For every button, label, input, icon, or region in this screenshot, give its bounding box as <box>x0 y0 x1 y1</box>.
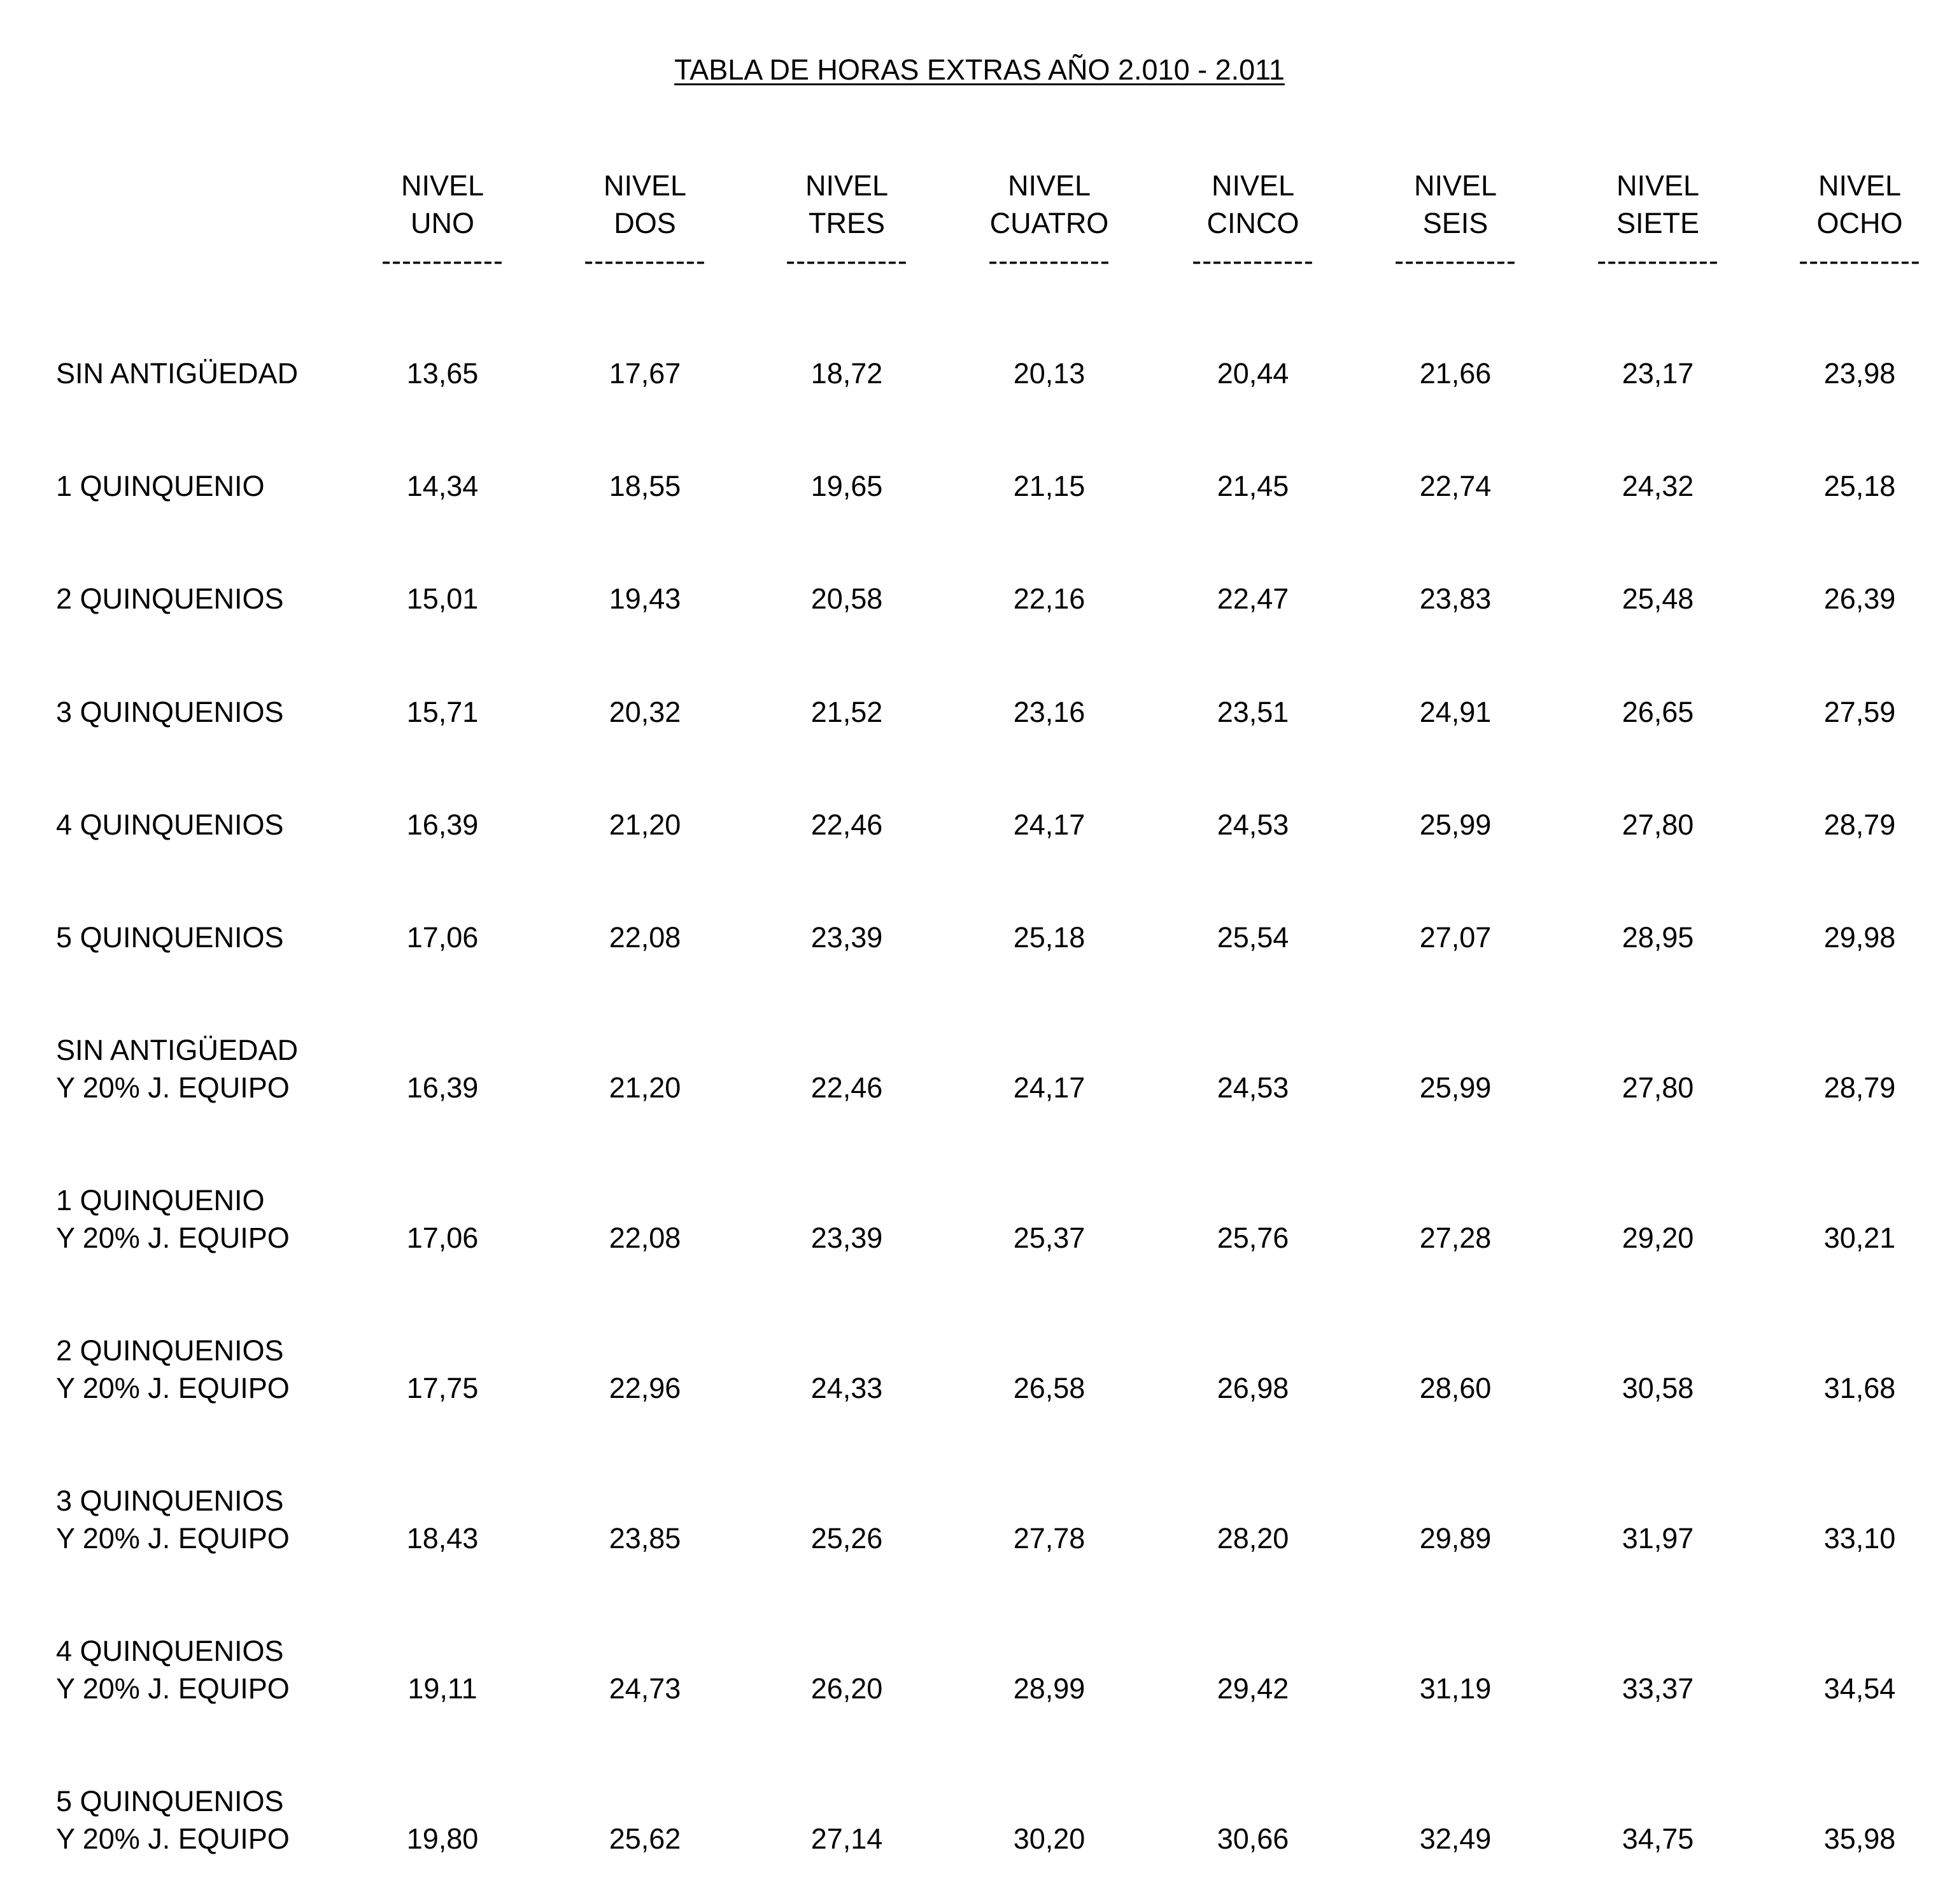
table-cell: 21,52 <box>810 696 883 728</box>
column-header-line1: NIVEL <box>1211 169 1295 202</box>
table-cell: 30,66 <box>1217 1823 1289 1855</box>
table-cell: 21,66 <box>1419 357 1492 390</box>
table-cell: 22,08 <box>609 1222 681 1254</box>
column-header-line1: NIVEL <box>1007 169 1091 202</box>
table-row <box>0 1318 1959 1407</box>
table-cell: 28,79 <box>1823 1071 1896 1104</box>
table-row <box>0 867 1959 956</box>
table-cell: 15,71 <box>406 696 479 728</box>
row-label <box>56 467 265 505</box>
row-label-line: SIN ANTIGÜEDAD <box>56 1034 299 1066</box>
column-header-line1: NIVEL <box>1616 169 1700 202</box>
column-header-line1: NIVEL <box>603 169 687 202</box>
row-label-line: SIN ANTIGÜEDAD <box>56 357 299 390</box>
table-cell: 25,26 <box>810 1522 883 1555</box>
table-row <box>0 1468 1959 1557</box>
row-label <box>56 806 284 843</box>
table-cell: 22,08 <box>609 921 681 954</box>
row-label <box>56 693 284 731</box>
table-cell: 23,85 <box>609 1522 681 1555</box>
table-cell: 26,65 <box>1622 696 1694 728</box>
column-header-line1: NIVEL <box>805 169 889 202</box>
row-label-line: 5 QUINQUENIOS <box>56 1785 284 1817</box>
table-cell: 16,39 <box>406 808 479 841</box>
column-header-rule: ------------ <box>786 244 908 277</box>
table-cell: 19,43 <box>609 582 681 615</box>
table-cell: 27,80 <box>1622 808 1694 841</box>
table-cell: 31,97 <box>1622 1522 1694 1555</box>
table-cell: 23,83 <box>1419 582 1492 615</box>
table-cell: 35,98 <box>1823 1823 1896 1855</box>
row-label-line: Y 20% J. EQUIPO <box>56 1672 290 1705</box>
row-label-line: Y 20% J. EQUIPO <box>56 1823 290 1855</box>
column-header-line1: NIVEL <box>1413 169 1497 202</box>
column-header-rule: ------------ <box>381 244 504 277</box>
table-cell: 27,28 <box>1419 1222 1492 1254</box>
table-cell: 27,80 <box>1622 1071 1694 1104</box>
table-cell: 31,68 <box>1823 1372 1896 1404</box>
table-cell: 20,13 <box>1013 357 1086 390</box>
column-header <box>770 167 923 280</box>
table-cell: 25,99 <box>1419 808 1492 841</box>
table-cell: 25,18 <box>1013 921 1086 954</box>
row-label <box>56 1332 290 1407</box>
table-cell: 26,20 <box>810 1672 883 1705</box>
column-header <box>1581 167 1734 280</box>
table-cell: 24,73 <box>609 1672 681 1705</box>
table-cell: 33,37 <box>1622 1672 1694 1705</box>
row-label-line: Y 20% J. EQUIPO <box>56 1222 290 1254</box>
table-cell: 23,98 <box>1823 357 1896 390</box>
table-row <box>0 1618 1959 1707</box>
table-cell: 28,60 <box>1419 1372 1492 1404</box>
column-header-rule: ------------ <box>1192 244 1314 277</box>
table-cell: 27,07 <box>1419 921 1492 954</box>
table-cell: 17,06 <box>406 1222 479 1254</box>
table-cell: 14,34 <box>406 470 479 502</box>
table-row <box>0 303 1959 392</box>
row-label-line: 3 QUINQUENIOS <box>56 1484 284 1517</box>
column-header <box>1177 167 1329 280</box>
table-cell: 20,32 <box>609 696 681 728</box>
table-cell: 24,17 <box>1013 1071 1086 1104</box>
row-label <box>56 355 298 392</box>
table-cell: 20,58 <box>810 582 883 615</box>
table-cell: 24,53 <box>1217 1071 1289 1104</box>
table-cell: 25,54 <box>1217 921 1289 954</box>
column-header-line2: SEIS <box>1422 207 1489 239</box>
table-cell: 30,58 <box>1622 1372 1694 1404</box>
column-header-line1: NIVEL <box>1818 169 1902 202</box>
table-cell: 25,37 <box>1013 1222 1086 1254</box>
row-label <box>56 1181 290 1257</box>
table-cell: 25,99 <box>1419 1071 1492 1104</box>
row-label-line: 2 QUINQUENIOS <box>56 1334 284 1367</box>
column-header-rule: ------------ <box>584 244 706 277</box>
table-cell: 29,89 <box>1419 1522 1492 1555</box>
table-cell: 24,91 <box>1419 696 1492 728</box>
column-header-line2: DOS <box>614 207 676 239</box>
column-header <box>973 167 1126 280</box>
table-cell: 17,75 <box>406 1372 479 1404</box>
table-cell: 22,47 <box>1217 582 1289 615</box>
row-label <box>56 580 284 617</box>
table-cell: 31,19 <box>1419 1672 1492 1705</box>
row-label-line: 2 QUINQUENIOS <box>56 582 284 615</box>
table-cell: 30,20 <box>1013 1823 1086 1855</box>
column-header <box>1379 167 1532 280</box>
column-header-rule: ------------ <box>988 244 1110 277</box>
column-header <box>366 167 519 280</box>
table-cell: 17,67 <box>609 357 681 390</box>
table-cell: 29,42 <box>1217 1672 1289 1705</box>
table-cell: 34,54 <box>1823 1672 1896 1705</box>
row-label-line: 5 QUINQUENIOS <box>56 921 284 954</box>
table-cell: 29,20 <box>1622 1222 1694 1254</box>
column-header-line2: CINCO <box>1206 207 1299 239</box>
table-cell: 18,43 <box>406 1522 479 1555</box>
table-cell: 34,75 <box>1622 1823 1694 1855</box>
column-header-line2: CUATRO <box>989 207 1109 239</box>
table-cell: 23,17 <box>1622 357 1694 390</box>
table-row <box>0 1768 1959 1858</box>
table-cell: 27,78 <box>1013 1522 1086 1555</box>
column-header-rule: ------------ <box>1799 244 1921 277</box>
row-label-line: 1 QUINQUENIO <box>56 1184 265 1216</box>
table-cell: 21,20 <box>609 808 681 841</box>
row-label <box>56 1782 290 1858</box>
table-cell: 26,39 <box>1823 582 1896 615</box>
table-cell: 17,06 <box>406 921 479 954</box>
row-label-line: 3 QUINQUENIOS <box>56 696 284 728</box>
table-cell: 22,46 <box>810 1071 883 1104</box>
column-header-rule: ------------ <box>1597 244 1719 277</box>
table-cell: 19,11 <box>407 1672 477 1705</box>
table-cell: 26,58 <box>1013 1372 1086 1404</box>
table-cell: 26,98 <box>1217 1372 1289 1404</box>
table-cell: 13,65 <box>406 357 479 390</box>
table-cell: 19,80 <box>406 1823 479 1855</box>
table-cell: 22,46 <box>810 808 883 841</box>
table-cell: 18,72 <box>810 357 883 390</box>
row-label-line: Y 20% J. EQUIPO <box>56 1071 290 1104</box>
table-cell: 28,20 <box>1217 1522 1289 1555</box>
table-cell: 21,15 <box>1013 470 1086 502</box>
table-cell: 28,79 <box>1823 808 1896 841</box>
table-cell: 22,16 <box>1013 582 1086 615</box>
row-label <box>56 919 284 956</box>
column-header-line2: SIETE <box>1616 207 1700 239</box>
table-cell: 24,32 <box>1622 470 1694 502</box>
column-header-rule: ------------ <box>1394 244 1517 277</box>
table-cell: 27,14 <box>810 1823 883 1855</box>
table-row <box>0 642 1959 731</box>
table-title: TABLA DE HORAS EXTRAS AÑO 2.010 - 2.011 <box>674 53 1285 86</box>
table-cell: 21,20 <box>609 1071 681 1104</box>
row-label <box>56 1632 290 1707</box>
row-label-line: 4 QUINQUENIOS <box>56 1635 284 1667</box>
table-cell: 21,45 <box>1217 470 1289 502</box>
table-row <box>0 1017 1959 1106</box>
table-cell: 18,55 <box>609 470 681 502</box>
table-cell: 33,10 <box>1823 1522 1896 1555</box>
column-header-line2: TRES <box>808 207 885 239</box>
table-cell: 24,33 <box>810 1372 883 1404</box>
table-cell: 22,74 <box>1419 470 1492 502</box>
table-cell: 25,62 <box>609 1823 681 1855</box>
row-label <box>56 1031 298 1106</box>
table-cell: 30,21 <box>1823 1222 1896 1254</box>
column-header <box>1783 167 1936 280</box>
table-row <box>0 754 1959 843</box>
row-label <box>56 1482 290 1557</box>
table-cell: 22,96 <box>609 1372 681 1404</box>
table-cell: 24,17 <box>1013 808 1086 841</box>
row-label-line: Y 20% J. EQUIPO <box>56 1372 290 1404</box>
table-row <box>0 416 1959 505</box>
table-cell: 28,95 <box>1622 921 1694 954</box>
table-cell: 20,44 <box>1217 357 1289 390</box>
column-header-line2: UNO <box>411 207 474 239</box>
column-header <box>569 167 721 280</box>
table-cell: 25,48 <box>1622 582 1694 615</box>
table-cell: 23,39 <box>810 921 883 954</box>
table-cell: 25,18 <box>1823 470 1896 502</box>
row-label-line: Y 20% J. EQUIPO <box>56 1522 290 1555</box>
table-cell: 23,39 <box>810 1222 883 1254</box>
row-label-line: 4 QUINQUENIOS <box>56 808 284 841</box>
table-row <box>0 1167 1959 1257</box>
table-cell: 25,76 <box>1217 1222 1289 1254</box>
table-cell: 28,99 <box>1013 1672 1086 1705</box>
table-cell: 15,01 <box>406 582 479 615</box>
table-cell: 23,16 <box>1013 696 1086 728</box>
table-row <box>0 528 1959 617</box>
row-label-line: 1 QUINQUENIO <box>56 470 265 502</box>
table-cell: 32,49 <box>1419 1823 1492 1855</box>
table-cell: 16,39 <box>406 1071 479 1104</box>
column-header-line2: OCHO <box>1816 207 1903 239</box>
table-cell: 23,51 <box>1217 696 1289 728</box>
table-cell: 27,59 <box>1823 696 1896 728</box>
table-cell: 19,65 <box>810 470 883 502</box>
table-cell: 24,53 <box>1217 808 1289 841</box>
column-header-line1: NIVEL <box>400 169 484 202</box>
table-cell: 29,98 <box>1823 921 1896 954</box>
